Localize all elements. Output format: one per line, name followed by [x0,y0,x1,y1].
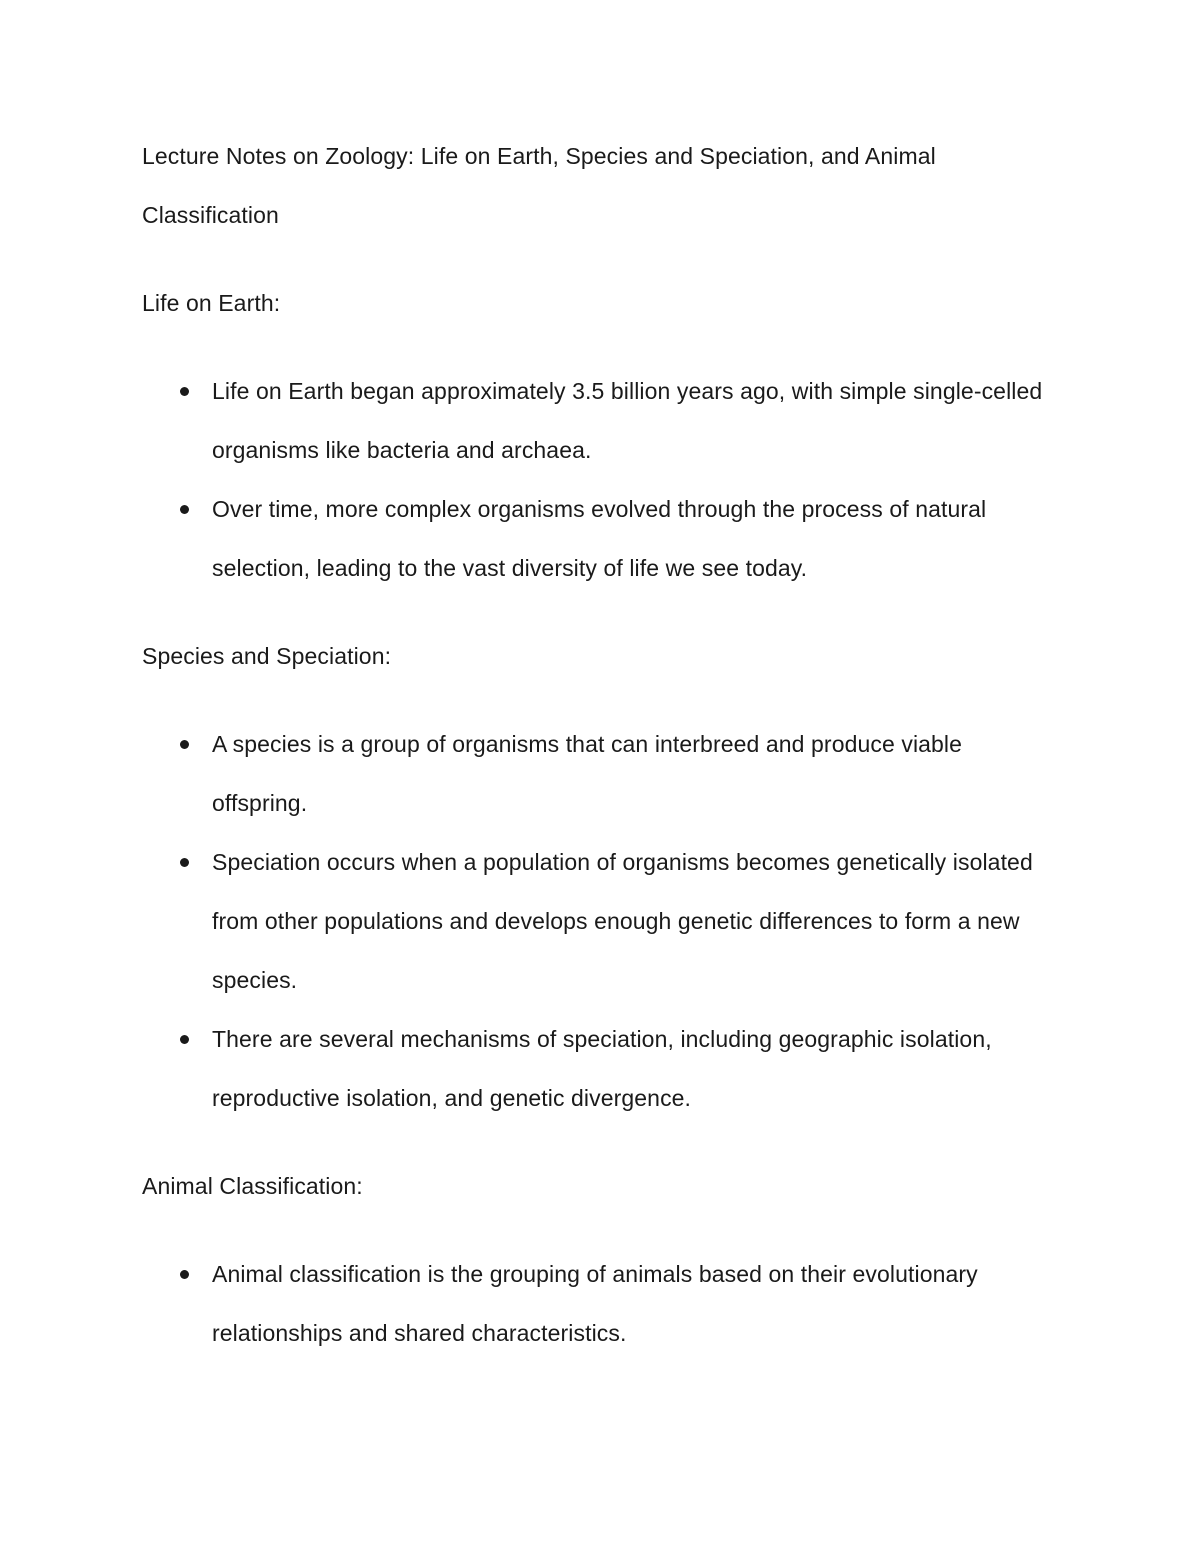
list-item-text: There are several mechanisms of speciation, including geographic isolation, reproductive isolation, and genetic divergence. [212,1026,992,1111]
section-heading-animal-classification: Animal Classification: [142,1173,363,1199]
bullet-icon [180,505,189,514]
list-item [142,480,1047,598]
bullet-list-animal-classification [142,1245,1047,1363]
list-item [142,1010,1047,1128]
list-item [142,715,1047,833]
list-item [142,362,1047,480]
section-heading-species-and-speciation: Species and Speciation: [142,643,392,669]
bullet-icon [180,387,189,396]
list-item [142,1245,1047,1363]
bullet-list-species-and-speciation [142,715,1047,1128]
list-item [142,833,1047,1010]
list-item-text: Animal classification is the grouping of animals based on their evolutionary relationships and shared characteristics. [212,1261,978,1346]
section-heading-life-on-earth: Life on Earth: [142,290,281,316]
list-item-text: Over time, more complex organisms evolved through the process of natural selection, leading to the vast diversity of life we see today. [212,496,987,581]
bullet-icon [180,740,189,749]
list-item-text: A species is a group of organisms that can interbreed and produce viable offspring. [212,731,963,816]
bullet-icon [180,1035,189,1044]
bullet-icon [180,858,189,867]
list-item-text: Speciation occurs when a population of organisms becomes genetically isolated from other populations and develops enough genetic differences to form a new species. [212,849,1033,993]
bullet-icon [180,1270,189,1279]
list-item-text: Life on Earth began approximately 3.5 billion years ago, with simple single-celled organisms like bacteria and archaea. [212,378,1043,463]
document-body [142,127,1047,1363]
bullet-list-life-on-earth [142,362,1047,598]
document-title: Lecture Notes on Zoology: Life on Earth, Species and Speciation, and Animal Classification [142,143,936,228]
